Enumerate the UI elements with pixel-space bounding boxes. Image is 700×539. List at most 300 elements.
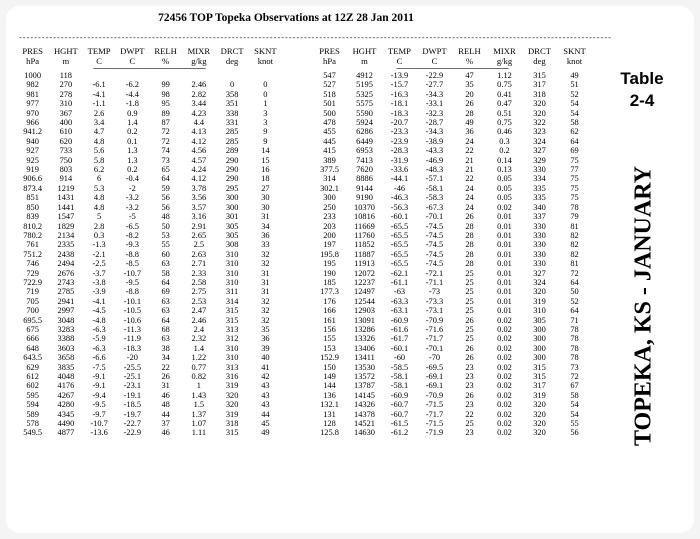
table-cell: 26 [465, 212, 474, 222]
table-row [16, 419, 282, 428]
table-cell: 23 [465, 381, 474, 391]
table-cell: 5575 [356, 99, 373, 109]
table-cell: 319 [533, 390, 546, 400]
table-cell: 132.1 [320, 400, 339, 410]
table-cell: 5325 [356, 89, 373, 99]
table-cell: 337 [533, 212, 546, 222]
table-body-left [16, 71, 282, 438]
table-cell: 941.2 [23, 127, 43, 137]
table-cell: 3048 [57, 315, 75, 325]
column-header: TEMP [388, 46, 411, 56]
table-row [312, 90, 592, 99]
table-cell: 319 [225, 381, 239, 391]
table-cell: 1.22 [191, 353, 207, 363]
table-cell: 31 [261, 212, 270, 222]
column-unit: g/kg [496, 56, 513, 66]
table-cell: 594 [26, 400, 39, 410]
table-cell: -25.1 [123, 372, 142, 381]
table-cell: 20 [465, 89, 474, 99]
table-row [312, 278, 592, 287]
table-row [312, 381, 592, 390]
table-cell: 415 [323, 146, 336, 156]
table-cell: 780.2 [23, 230, 43, 240]
table-cell: -60.9 [390, 315, 409, 325]
table-cell: 43 [261, 381, 270, 391]
table-cell: 327 [533, 268, 546, 278]
table-cell: 746 [26, 259, 39, 269]
column-unit: m [62, 56, 70, 66]
table-row [312, 71, 592, 80]
table-cell: -48.3 [425, 165, 444, 175]
table-cell: -4.8 [92, 315, 106, 325]
table-cell: 21 [465, 155, 474, 165]
table-cell: 50 [570, 287, 579, 297]
table-cell: -60.7 [390, 400, 409, 410]
table-cell: 1.12 [497, 71, 512, 80]
table-cell: 21 [465, 165, 474, 175]
table-cell: -6.6 [92, 353, 106, 363]
table-row [312, 156, 592, 165]
table-cell: 4.8 [93, 202, 105, 212]
table-cell: -1.3 [92, 240, 106, 250]
left-data-panel [16, 46, 282, 438]
table-cell: -71.1 [425, 277, 444, 287]
table-cell: -22.9 [123, 428, 142, 438]
table-cell: 305 [533, 315, 546, 325]
table-cell: 41 [261, 362, 270, 372]
column-unit: deg [225, 56, 239, 66]
table-cell: -69.1 [425, 381, 444, 391]
table-cell: 0.13 [497, 165, 512, 175]
header-units-row [312, 56, 592, 66]
table-cell: -4.1 [92, 89, 106, 99]
table-row [312, 99, 592, 108]
column-header: HGHT [352, 46, 377, 56]
table-body-right [312, 71, 592, 438]
header-divider: ------------------------------------------------------------------------------------ [396, 66, 508, 71]
table-cell: 5.6 [93, 146, 105, 156]
table-cell: 30 [261, 202, 270, 212]
table-cell: 1.07 [191, 419, 207, 429]
table-cell: 0.2 [499, 146, 510, 156]
table-cell: 2.8 [93, 221, 105, 231]
table-row [312, 127, 592, 136]
table-cell: -46 [393, 183, 406, 193]
table-cell: 4176 [57, 381, 75, 391]
table-row [16, 80, 282, 89]
column-header: RELH [154, 46, 177, 56]
table-cell: 300 [533, 334, 546, 344]
table-cell: 970 [26, 108, 39, 118]
table-cell: 320 [533, 409, 546, 419]
table-cell: -65.5 [390, 259, 409, 269]
table-cell: 55 [161, 240, 170, 250]
table-cell: -8.8 [125, 249, 139, 259]
table-cell [182, 71, 215, 80]
table-cell: 34 [261, 221, 270, 231]
table-cell: 75 [570, 183, 579, 193]
table-cell: 0.2 [127, 127, 138, 137]
table-cell: 25 [465, 277, 474, 287]
table-cell: 0 [230, 80, 235, 90]
table-cell: 150 [323, 362, 336, 372]
table-cell: 14630 [354, 428, 375, 438]
table-cell: 310 [59, 99, 73, 109]
table-cell: 9 [263, 127, 268, 137]
table-cell: -65.5 [390, 249, 409, 259]
table-cell: 0.82 [191, 372, 207, 381]
column-header: PRES [22, 46, 43, 56]
table-row [16, 90, 282, 99]
table-cell: 315 [225, 428, 239, 438]
table-cell: -74.5 [425, 221, 444, 231]
table-cell: 330 [533, 249, 546, 259]
table-cell: 46 [161, 428, 170, 438]
table-cell: 7620 [356, 165, 373, 175]
table-cell: 0.2 [127, 165, 138, 175]
table-cell: 0.3 [499, 136, 510, 146]
table-row [312, 137, 592, 146]
table-cell: -74.5 [425, 230, 444, 240]
column-unit: C [129, 56, 136, 66]
table-cell: 906.6 [23, 174, 43, 184]
column-unit: knot [257, 56, 274, 66]
table-cell: -8.8 [125, 287, 139, 297]
table-cell: 118 [59, 71, 72, 80]
table-cell: 0.01 [497, 230, 512, 240]
table-cell: -60.1 [390, 212, 409, 222]
table-cell: -13.6 [90, 428, 108, 438]
table-cell: 3283 [57, 324, 75, 334]
table-cell: 78 [570, 343, 579, 353]
table-number-label [602, 68, 682, 112]
table-cell: 305 [225, 221, 239, 231]
table-cell: 63 [161, 334, 170, 344]
table-row [16, 363, 282, 372]
table-cell: 22 [465, 174, 474, 184]
table-cell: -73.3 [425, 296, 444, 306]
table-cell: 31 [261, 268, 270, 278]
table-cell: 4877 [57, 428, 75, 438]
table-cell: 330 [533, 240, 546, 250]
table-cell: 2.65 [191, 230, 207, 240]
table-cell: 28 [465, 221, 474, 231]
observation-table-left [16, 46, 282, 438]
table-cell: 316 [225, 372, 239, 381]
table-cell: 358 [225, 89, 239, 99]
table-cell: 43 [261, 400, 270, 410]
table-cell: 0.05 [497, 174, 512, 184]
table-row [312, 419, 592, 428]
table-cell: -71.7 [425, 409, 444, 419]
table-cell: 28 [465, 108, 474, 118]
table-cell: 977 [26, 99, 39, 109]
table-row [312, 80, 592, 89]
table-cell: -61.7 [390, 334, 409, 344]
table-cell: 1829 [57, 221, 75, 231]
table-cell: -31.9 [390, 155, 409, 165]
table-cell: 12237 [354, 277, 375, 287]
table-cell: -73.1 [425, 306, 444, 316]
table-cell: 455 [323, 127, 336, 137]
table-cell: -38.9 [425, 136, 444, 146]
table-cell: 966 [26, 118, 39, 128]
table-cell: 1.3 [127, 146, 138, 156]
table-cell: 982 [26, 80, 39, 90]
table-cell: 13326 [354, 334, 375, 344]
table-cell: -3.9 [92, 287, 106, 297]
table-cell: 1431 [57, 193, 75, 203]
table-cell: 1.5 [193, 400, 205, 410]
table-cell: -70.9 [425, 390, 444, 400]
table-row [16, 231, 282, 240]
table-cell: 24 [465, 183, 474, 193]
column-header: SKNT [563, 46, 586, 56]
table-cell: 1.11 [191, 428, 207, 438]
table-cell: 25 [465, 324, 474, 334]
table-cell: 340 [533, 202, 546, 212]
table-row [312, 372, 592, 381]
table-cell: 310 [225, 259, 239, 269]
table-cell: 310 [225, 249, 239, 259]
table-cell: 26 [465, 390, 474, 400]
table-cell: 315 [533, 71, 546, 80]
table-cell: 27 [261, 183, 270, 193]
table-row [312, 109, 592, 118]
table-cell: 13286 [354, 324, 375, 334]
table-cell: 2438 [57, 249, 75, 259]
table-cell: -10.7 [123, 268, 142, 278]
table-cell: 11852 [354, 240, 375, 250]
table-cell: 6953 [356, 146, 373, 156]
table-cell: 310 [225, 268, 239, 278]
table-cell: -28.7 [425, 118, 444, 128]
table-cell: 45 [261, 419, 270, 429]
table-cell: 323 [533, 127, 546, 137]
table-cell: 0.01 [497, 240, 512, 250]
table-cell: 300 [533, 343, 546, 353]
table-cell: 72 [570, 372, 579, 381]
table-cell: -44.1 [390, 174, 409, 184]
table-cell: -73 [428, 287, 441, 297]
table-cell: 314 [225, 296, 239, 306]
table-cell: 2494 [57, 259, 75, 269]
table-cell: 49 [465, 118, 474, 128]
table-cell: 33 [261, 240, 270, 250]
table-row [16, 334, 282, 343]
table-cell: -32.3 [425, 108, 444, 118]
table-cell: 28 [465, 230, 474, 240]
table-cell: 16 [261, 165, 270, 175]
table-cell: 32 [261, 259, 270, 269]
table-cell: 4490 [57, 419, 75, 429]
table-cell: 3.4 [93, 118, 105, 128]
table-cell: 6 [97, 174, 102, 184]
table-cell: 377.5 [320, 165, 339, 175]
header-units-row [16, 56, 282, 66]
table-cell: 0.01 [497, 306, 512, 316]
table-cell: 6286 [356, 127, 373, 137]
table-cell: 0.02 [497, 390, 512, 400]
table-cell: 330 [533, 221, 546, 231]
table-cell: -6.3 [92, 324, 106, 334]
table-cell: 0.01 [497, 268, 512, 278]
table-cell: 48 [161, 400, 170, 410]
table-cell: 25 [465, 419, 474, 429]
table-cell: 4.4 [193, 118, 205, 128]
table-cell: 69 [570, 146, 579, 156]
table-cell: 666 [26, 334, 39, 344]
table-row [16, 127, 282, 136]
column-unit: % [162, 56, 170, 66]
table-cell: 300 [225, 202, 239, 212]
table-cell: -3.7 [92, 268, 106, 278]
table-cell: 4267 [57, 390, 75, 400]
table-cell: 295 [225, 183, 239, 193]
table-cell: 547 [323, 71, 336, 80]
table-cell: -71.6 [425, 324, 444, 334]
table-cell: 1.4 [193, 343, 205, 353]
table-row [312, 363, 592, 372]
table-row [312, 165, 592, 174]
table-cell: -63.3 [390, 296, 409, 306]
table-cell: 803 [59, 165, 73, 175]
table-cell: 11887 [354, 249, 375, 259]
table-cell: -58.1 [390, 372, 409, 381]
table-row [16, 109, 282, 118]
table-cell: 31 [161, 381, 170, 391]
table-cell: 300 [533, 324, 546, 334]
table-number-line: 2-4 [629, 91, 655, 110]
table-cell: -18.1 [390, 99, 409, 109]
table-cell: 0.02 [497, 202, 512, 212]
table-cell: 0.02 [497, 400, 512, 410]
table-cell: 0.9 [127, 108, 138, 118]
table-cell: 48 [161, 212, 170, 222]
table-cell: 312 [225, 334, 239, 344]
table-cell: 4.8 [93, 193, 105, 203]
table-cell: 156 [323, 324, 336, 334]
table-cell: 351 [225, 99, 239, 109]
table-cell: 327 [533, 146, 546, 156]
table-row [16, 203, 282, 212]
table-cell: 28 [465, 259, 474, 269]
table-cell: 49 [570, 71, 579, 80]
table-row [312, 269, 592, 278]
table-row [312, 184, 592, 193]
observation-table-right [312, 46, 592, 438]
table-cell: 73 [570, 362, 579, 372]
table-cell: 58 [161, 268, 170, 278]
table-cell: 26 [465, 99, 474, 109]
table-cell: -60.1 [390, 343, 409, 353]
table-cell: 24 [465, 193, 474, 203]
table-cell: 13091 [354, 315, 375, 325]
table-cell: 320 [533, 400, 546, 410]
table-cell: 78 [570, 334, 579, 344]
table-row [16, 240, 282, 249]
table-row [312, 146, 592, 155]
table-cell: 675 [26, 324, 39, 334]
table-cell: 87 [161, 118, 170, 128]
table-cell: 22 [465, 409, 474, 419]
column-header: DWPT [120, 46, 145, 56]
table-cell: 6.2 [93, 165, 105, 175]
table-cell: -58.5 [390, 362, 409, 372]
table-row [16, 137, 282, 146]
table-cell: 0.05 [497, 183, 512, 193]
table-cell: 290 [225, 174, 239, 184]
table-row [312, 334, 592, 343]
table-cell: 13411 [354, 353, 375, 363]
table-cell: 3.57 [191, 202, 207, 212]
table-cell: 305 [225, 230, 239, 240]
table-cell: 0.1 [127, 136, 138, 146]
table-cell: 13787 [354, 381, 375, 391]
table-cell: 0.51 [497, 108, 512, 118]
table-cell: 4912 [356, 71, 373, 80]
table-cell: 54 [570, 409, 579, 419]
column-unit: g/kg [191, 56, 207, 66]
table-cell: 0 [263, 80, 268, 90]
table-cell: -10.6 [123, 315, 142, 325]
table-cell: 2.82 [191, 89, 207, 99]
table-cell: 301 [225, 212, 239, 222]
table-cell: -71.9 [425, 428, 444, 438]
table-cell: -71.7 [425, 334, 444, 344]
table-cell: 4.8 [93, 136, 105, 146]
table-cell: 34 [161, 353, 170, 363]
table-cell: 14521 [354, 419, 375, 429]
table-cell [216, 71, 249, 80]
table-cell: -10.7 [90, 419, 108, 429]
table-cell: 75 [570, 155, 579, 165]
table-cell: 43 [261, 390, 270, 400]
table-cell: 0.01 [497, 249, 512, 259]
table-cell: 314 [323, 174, 336, 184]
table-cell: 319 [225, 409, 239, 419]
table-cell: 310 [225, 353, 239, 363]
table-label-line: Table [620, 69, 664, 88]
table-cell: 610 [59, 127, 73, 137]
table-row [16, 212, 282, 221]
table-cell: 315 [225, 315, 239, 325]
table-cell: 9144 [356, 183, 373, 193]
table-cell: 81 [570, 221, 579, 231]
table-cell: 300 [323, 193, 336, 203]
table-cell: 11760 [354, 230, 375, 240]
table-cell: -19.1 [123, 390, 142, 400]
table-cell: 0.01 [497, 287, 512, 297]
table-cell: 14145 [354, 390, 375, 400]
table-cell: 4.23 [191, 108, 207, 118]
table-cell: 1.4 [127, 118, 138, 128]
table-cell: 78 [570, 324, 579, 334]
table-cell: 5.3 [93, 183, 105, 193]
table-cell: 1 [263, 99, 268, 109]
table-cell: 981 [26, 89, 39, 99]
table-cell: 335 [533, 183, 546, 193]
table-cell: 12903 [354, 306, 375, 316]
table-row [16, 391, 282, 400]
table-cell: 873.4 [23, 183, 43, 193]
table-row [312, 222, 592, 231]
table-cell: -74.5 [425, 259, 444, 269]
table-row [312, 118, 592, 127]
table-cell: 0.41 [497, 89, 512, 99]
table-cell: 311 [225, 287, 239, 297]
table-cell: 35 [465, 80, 474, 90]
